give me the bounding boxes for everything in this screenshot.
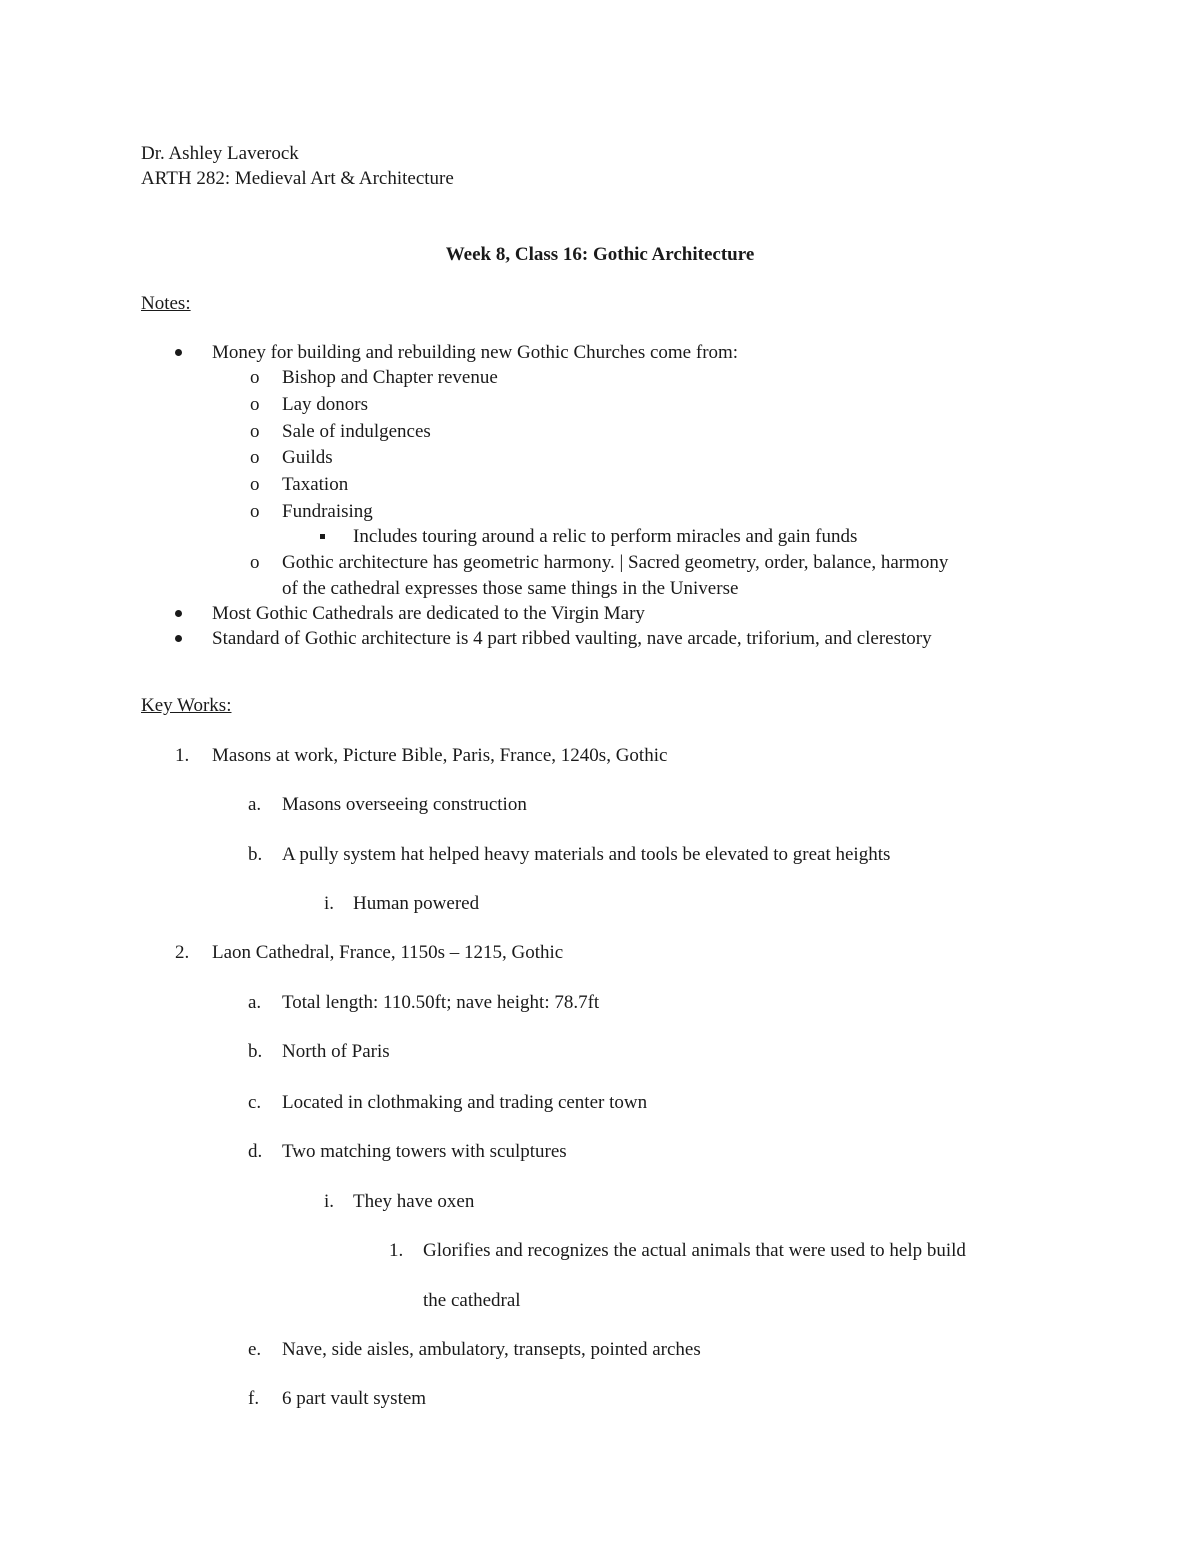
sub-bullet-marker: o (250, 394, 260, 415)
sub-bullet-marker: o (250, 421, 260, 442)
sub-bullet-marker: o (250, 552, 260, 573)
notes-sub-item: Taxation (282, 474, 349, 495)
sub-bullet-marker: o (250, 367, 260, 388)
list-letter: a. (248, 794, 262, 815)
fundraising-detail: Includes touring around a relic to perform miracles and gain funds (353, 526, 858, 547)
work-2-item-b: North of Paris (282, 1041, 390, 1062)
list-letter: c. (248, 1092, 262, 1113)
work-1-title: Masons at work, Picture Bible, Paris, France, 1240s, Gothic (212, 745, 668, 766)
work-2-item-d-i: They have oxen (353, 1191, 475, 1212)
work-2-item-d-i-1-line2: the cathedral (423, 1290, 521, 1311)
notes-bullet-money: Money for building and rebuilding new Gothic Churches come from: (212, 342, 739, 363)
sub-bullet-marker: o (250, 501, 260, 522)
list-letter: a. (248, 992, 262, 1013)
page-title: Week 8, Class 16: Gothic Architecture (445, 244, 755, 265)
work-1-item-a: Masons overseeing construction (282, 794, 527, 815)
list-letter: b. (248, 1041, 263, 1062)
work-2-item-d-i-1-line1: Glorifies and recognizes the actual animals that were used to help build (423, 1240, 966, 1261)
bullet-icon (175, 349, 182, 356)
work-2-item-f: 6 part vault system (282, 1388, 427, 1409)
list-letter: b. (248, 844, 263, 865)
list-letter: f. (248, 1388, 260, 1409)
square-bullet-icon (320, 534, 325, 539)
notes-sub-item: Guilds (282, 447, 333, 468)
work-2-item-c: Located in clothmaking and trading center town (282, 1092, 648, 1113)
list-number: 1. (175, 745, 190, 766)
work-2-item-e: Nave, side aisles, ambulatory, transepts, pointed arches (282, 1339, 701, 1360)
geometry-note-line1: Gothic architecture has geometric harmony. | Sacred geometry, order, balance, harmony (282, 552, 949, 573)
list-roman: i. (324, 893, 335, 914)
work-2-title: Laon Cathedral, France, 1150s – 1215, Gothic (212, 942, 564, 963)
notes-bullet-standard: Standard of Gothic architecture is 4 part ribbed vaulting, nave arcade, triforium, and clerestory (212, 628, 932, 649)
list-letter: e. (248, 1339, 262, 1360)
bullet-icon (175, 635, 182, 642)
work-1-item-b-i: Human powered (353, 893, 480, 914)
key-works-heading: Key Works: (141, 695, 232, 716)
work-1-item-b: A pully system hat helped heavy materials and tools be elevated to great heights (282, 844, 891, 865)
sub-bullet-marker: o (250, 474, 260, 495)
notes-sub-item: Bishop and Chapter revenue (282, 367, 498, 388)
bullet-icon (175, 610, 182, 617)
geometry-note-line2: of the cathedral expresses those same things in the Universe (282, 578, 739, 599)
list-letter: d. (248, 1141, 263, 1162)
list-number: 1. (389, 1240, 404, 1261)
notes-sub-item: Lay donors (282, 394, 369, 415)
notes-sub-item: Fundraising (282, 501, 373, 522)
notes-heading: Notes: (141, 293, 191, 314)
work-2-item-a: Total length: 110.50ft; nave height: 78.7ft (282, 992, 600, 1013)
instructor-name: Dr. Ashley Laverock (141, 143, 299, 164)
sub-bullet-marker: o (250, 447, 260, 468)
notes-bullet-virgin-mary: Most Gothic Cathedrals are dedicated to the Virgin Mary (212, 603, 645, 624)
notes-sub-item: Sale of indulgences (282, 421, 431, 442)
course-title: ARTH 282: Medieval Art & Architecture (141, 168, 454, 189)
list-number: 2. (175, 942, 190, 963)
list-roman: i. (324, 1191, 335, 1212)
work-2-item-d: Two matching towers with sculptures (282, 1141, 567, 1162)
